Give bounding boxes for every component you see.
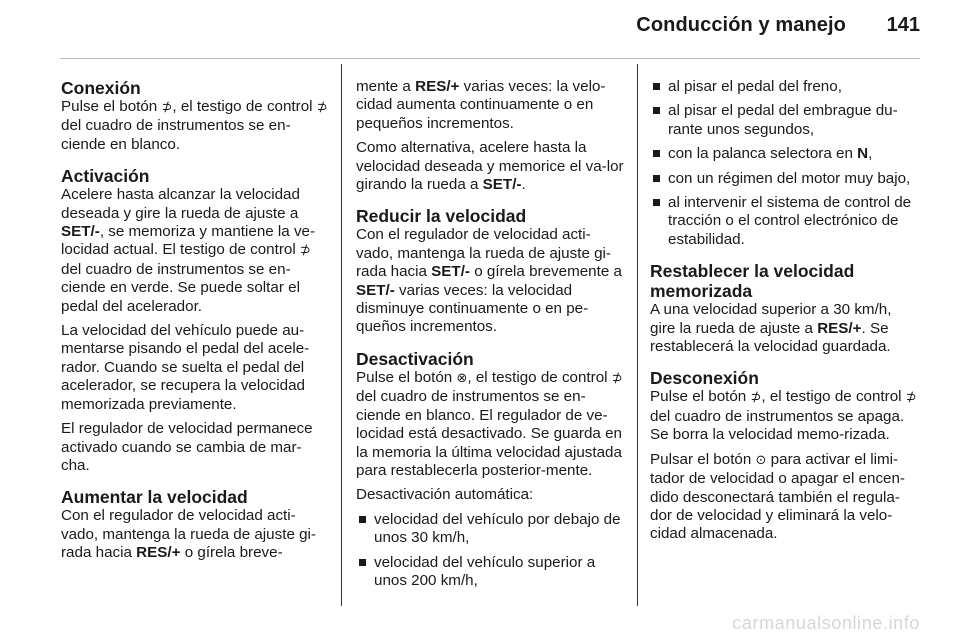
- heading-aumentar: Aumentar la velocidad: [61, 487, 248, 508]
- paragraph-velocidad: La velocidad del vehículo puede au-mentarse pisando el pedal del acele-rador. Cuando se suelta el pedal del acelerador, se recupera la velocidad memorizada previamente.: [61, 322, 310, 413]
- cruise-control-icon: ⊅: [316, 100, 328, 115]
- heading-restablecer: Restablecer la velocidad memorizada: [650, 261, 855, 302]
- list-item: con un régimen del motor muy bajo,: [650, 170, 918, 188]
- header-divider: [60, 58, 920, 59]
- paragraph-activacion: Acelere hasta alcanzar la velocidad deseada y gire la rueda de ajuste a SET/-, se memoriza y mantiene la ve-locidad actual. El testigo de control ⊅ del cuadro de instrumentos se en-ciende en verde. Se puede soltar el pedal del acelerador.: [61, 186, 316, 315]
- page-number: 141: [886, 14, 920, 36]
- list-item: con la palanca selectora en N,: [650, 145, 918, 163]
- speed-limiter-icon: ⊙: [755, 452, 767, 468]
- heading-desconexion: Desconexión: [650, 368, 759, 389]
- paragraph-desactivacion: Pulse el botón ⊗, el testigo de control ⊅ del cuadro de instrumentos se en-ciende en blanco. El regulador de ve-locidad está desactivado. Se guarda en la memoria la última velocidad ajustada para restablecerla posterior-mente.: [356, 368, 623, 479]
- paragraph-restablecer: A una velocidad superior a 30 km/h, gire la rueda de ajuste a RES/+. Se restablecerá la velocidad guardada.: [650, 301, 892, 356]
- paragraph-conexion: Pulse el botón ⊅, el testigo de control ⊅ del cuadro de instrumentos se en-ciende en blanco.: [61, 98, 328, 153]
- cruise-control-icon: ⊅: [611, 370, 623, 386]
- column-divider-2: [637, 64, 638, 606]
- list-item: al pisar el pedal del freno,: [650, 78, 918, 96]
- heading-desactivacion: Desactivación: [356, 348, 474, 369]
- section-conexion: [61, 78, 329, 154]
- column-1: [61, 78, 329, 569]
- list-item: velocidad del vehículo superior a unos 200 km/h,: [356, 554, 624, 591]
- paragraph-limitador: Pulsar el botón ⊙ para activar el limi-tador de velocidad o apagar el encen-dido desconectará también el regula-dor de velocidad y eliminará la velo-cidad almacenada.: [650, 450, 905, 543]
- paragraph-desconexion: Pulse el botón ⊅, el testigo de control ⊅ del cuadro de instrumentos se apaga. Se borra la velocidad memo-rizada.: [650, 388, 917, 444]
- paragraph-alternativa: Como alternativa, acelere hasta la velocidad deseada y memorice el va-lor girando la rueda a SET/-.: [356, 139, 624, 194]
- list-auto-desactivacion: [356, 511, 624, 591]
- column-2: [356, 78, 624, 596]
- heading-activacion: Activación: [61, 166, 150, 187]
- cancel-button-icon: ⊗: [456, 370, 468, 386]
- column-divider-1: [341, 64, 342, 606]
- paragraph-regulador: El regulador de velocidad permanece activado cuando se cambia de mar-cha.: [61, 420, 313, 474]
- section-reducir: [356, 206, 624, 336]
- heading-reducir: Reducir la velocidad: [356, 206, 527, 227]
- cruise-control-icon: ⊅: [905, 390, 917, 406]
- paragraph-auto-label: Desactivación automática:: [356, 486, 534, 504]
- paragraph-reducir: Con el regulador de velocidad acti-vado, mantenga la rueda de ajuste gi-rada hacia SET/- o gírela brevemente a SET/- varias veces: la velocidad disminuye continuamente o en pe-queños incrementos.: [356, 226, 622, 336]
- chapter-title: Conducción y manejo: [636, 14, 846, 36]
- paragraph-aumentar: Con el regulador de velocidad acti-vado, mantenga la rueda de ajuste gi-rada hacia RES/+ o gírela breve-: [61, 507, 316, 562]
- section-desconexion: [650, 368, 918, 543]
- list-auto-desactivacion-cont: [650, 78, 918, 249]
- list-item: al pisar el pedal del embrague du-rante unos segundos,: [650, 102, 918, 139]
- section-desactivacion: [356, 349, 624, 590]
- list-item: al intervenir el sistema de control de tracción o el control electrónico de estabilidad.: [650, 194, 918, 249]
- cruise-control-icon: ⊅: [161, 100, 173, 115]
- section-aumentar: [61, 487, 329, 562]
- heading-conexion: Conexión: [61, 78, 141, 98]
- cruise-control-icon: ⊅: [299, 243, 311, 259]
- column-3: [650, 78, 918, 550]
- section-activacion: [61, 166, 329, 475]
- list-item: velocidad del vehículo por debajo de unos 30 km/h,: [356, 511, 624, 548]
- watermark: carmanualsonline.info: [732, 613, 920, 633]
- cruise-control-icon: ⊅: [750, 390, 762, 406]
- section-restablecer: [650, 261, 918, 356]
- paragraph-aumentar-cont: mente a RES/+ varias veces: la velo-cidad aumenta continuamente o en pequeños incrementos.: [356, 78, 606, 132]
